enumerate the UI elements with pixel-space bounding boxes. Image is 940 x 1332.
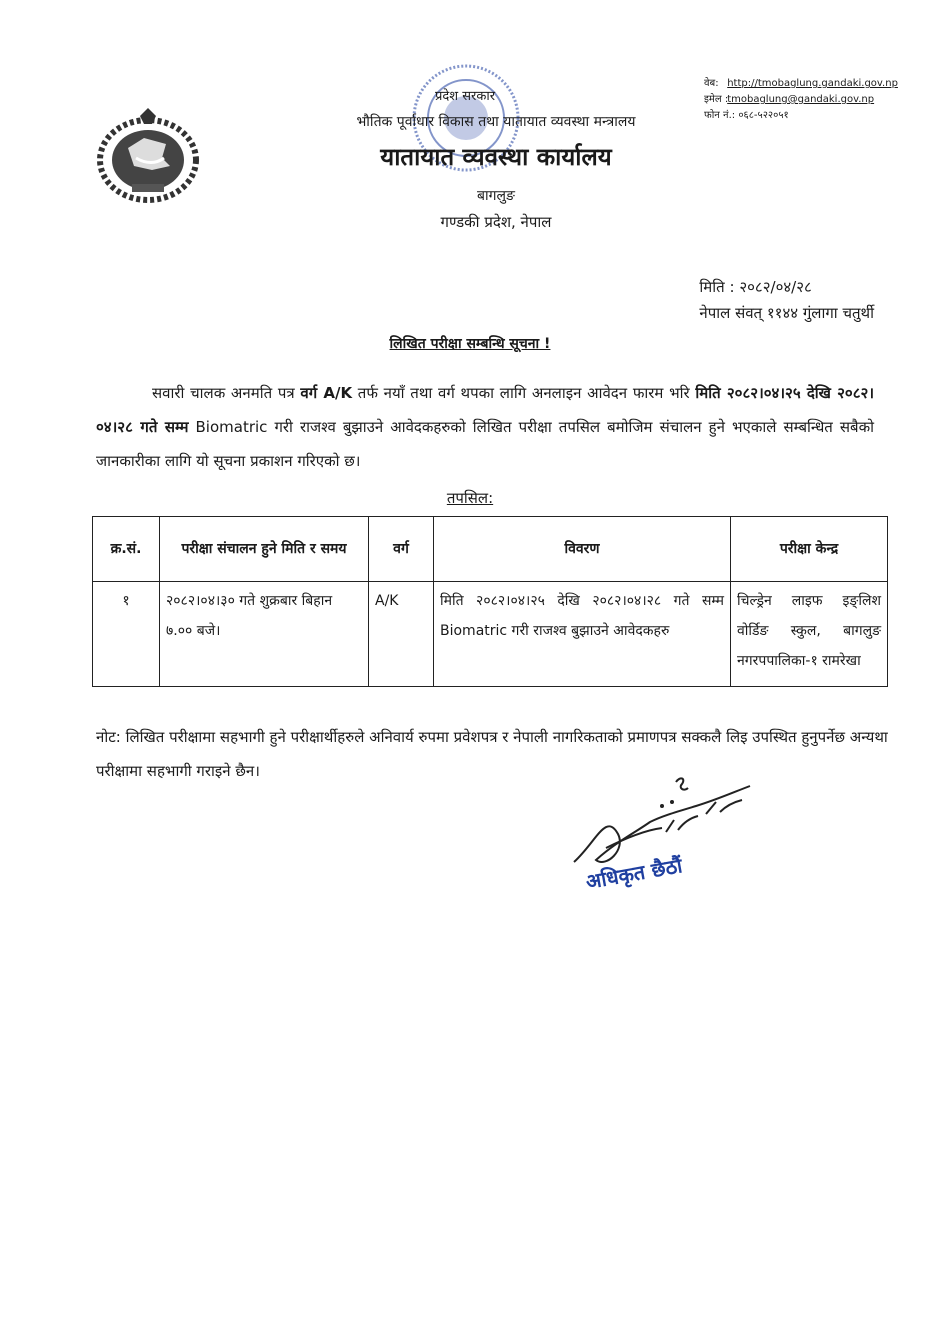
office-title: यातायात व्यवस्था कार्यालय	[380, 143, 612, 171]
tapasil-label: तपसिल:	[446, 489, 494, 507]
contact-web	[704, 76, 898, 92]
contact-block	[704, 76, 898, 124]
province-name: गण्डकी प्रदेश, नेपाल	[440, 213, 552, 231]
date-block	[699, 274, 874, 326]
header-category: वर्ग	[369, 517, 434, 582]
contact-email	[704, 92, 898, 108]
exam-schedule-table	[92, 516, 888, 687]
web-label: वेब:	[704, 78, 719, 89]
header-center: परीक्षा केन्द्र	[731, 517, 888, 582]
date-value: २०८२/०४/२८	[739, 278, 812, 296]
phone-label: फोन नं.:	[704, 110, 736, 121]
ministry-title: भौतिक पूर्वाधार विकास तथा यातायात व्यवस्था मन्त्रालय	[356, 114, 636, 130]
tapasil-heading	[0, 488, 940, 508]
notice-note: नोट: लिखित परीक्षामा सहभागी हुने परीक्षार्थीहरुले अनिवार्य रुपमा प्रवेशपत्र र नेपाली नागरिकताको प्रमाणपत्र सक्कलै लिइ उपस्थित हुनुपर्नेछ अन्यथा परीक्षामा सहभागी गराइने छैन।	[96, 728, 888, 780]
email-label: इमेल :	[704, 94, 729, 105]
cell-details: मिति २०८२।०४।२५ देखि २०८२।०४।२८ गते सम्म Biomatric गरी राजश्व बुझाउने आवेदकहरु	[434, 582, 731, 687]
notice-body	[96, 376, 874, 478]
header-datetime: परीक्षा संचालन हुने मिति र समय	[160, 517, 369, 582]
cell-center: चिल्ड्रेन लाइफ इङ्लिश वोर्डिङ स्कुल, बागलुङ नगरपपालिका-१ रामरेखा	[731, 582, 888, 687]
district-name: बागलुङ	[477, 188, 515, 204]
date-label: मिति :	[699, 278, 735, 296]
cell-category: A/K	[369, 582, 434, 687]
cell-sn: १	[93, 582, 160, 687]
phone-number: ०६८-५२२०५१	[738, 110, 789, 121]
signature-stamp-label: अधिकृत छैठौं	[584, 853, 685, 894]
web-link[interactable]: http://tmobaglung.gandaki.gov.np	[727, 78, 898, 89]
subject-text: लिखित परीक्षा सम्बन्धि सूचना !	[389, 336, 551, 352]
cell-datetime: २०८२।०४।३० गते शुक्रबार बिहान ७.०० बजे।	[160, 582, 369, 687]
contact-phone	[704, 108, 898, 124]
email-link[interactable]: tmobaglung@gandaki.gov.np	[727, 94, 875, 105]
notice-subject	[0, 334, 940, 353]
header-details: विवरण	[434, 517, 731, 582]
body-bold-category: वर्ग A/K	[300, 384, 353, 402]
body-text-1: सवारी चालक अनमति पत्र	[152, 384, 301, 402]
nepal-emblem-icon	[96, 108, 200, 204]
nepal-samvat-date: नेपाल संवत् ११४४ गुंलागा चतुर्थी	[699, 304, 874, 322]
table-header-row	[93, 517, 888, 582]
govt-title: प्रदेश सरकार	[434, 89, 496, 104]
body-text-2: तर्फ नयाँ तथा वर्ग थपका लागि अनलाइन आवेदन फारम भरि	[352, 384, 696, 402]
body-text-3: Biomatric गरी राजश्व बुझाउने आवेदकहरुको लिखित परीक्षा तपसिल बमोजिम संचालन हुने भएकाले सम्बन्धित सबैको जानकारीका लागि यो सूचना प्रकाशन गरिएको छ।	[96, 418, 874, 470]
header-sn: क्र.सं.	[93, 517, 160, 582]
body-bold-dates: मिति २०८२।०४।२५ देखि २०८२।०४।२८ गते सम्म	[96, 384, 875, 436]
table-row	[93, 582, 888, 687]
